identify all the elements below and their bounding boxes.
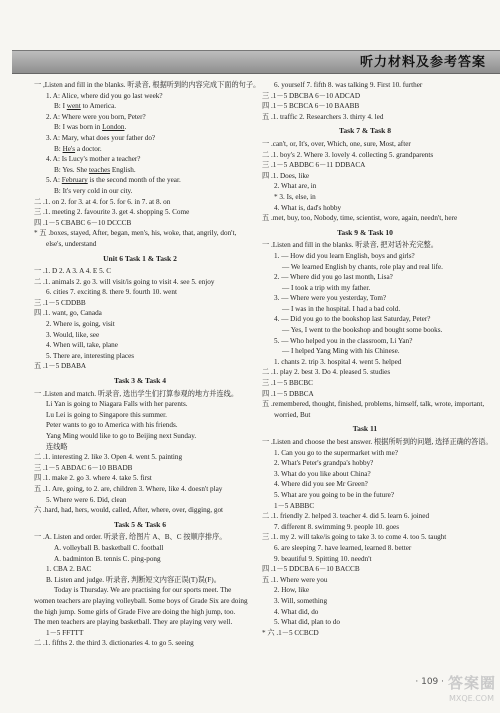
answer-line: 4. Where did you see Mr Green?: [274, 480, 368, 489]
answer-line: [34, 122, 246, 133]
line-text: to America.: [80, 102, 117, 111]
answer-line: 3. Would, like, see: [46, 330, 100, 339]
section-heading: Unit 6 Task 1 & Task 2: [103, 253, 177, 263]
answer-line: * 3. Is, else, in: [274, 192, 316, 201]
page-header: [0, 46, 500, 76]
answer-line: 5. What did, plan to do: [274, 618, 340, 627]
answer-line: * 五 .boxes, stayed, After, began, men's, his, woke, that, angrily, don't,: [34, 229, 237, 238]
line-text: B:: [54, 144, 63, 153]
answer-line: 1. Can you go to the supermarket with me?: [274, 448, 398, 457]
answer-line: 四 .1－5 DDCBA 6－10 BACCB: [262, 565, 360, 574]
answer-line: 9. beautiful 9. Spitting 10. needn't: [274, 554, 372, 563]
answer-line: 7. different 8. swimming 9. people 10. goes: [274, 522, 400, 531]
answer-line: 三 .1－5 BBCBC: [262, 379, 313, 388]
answer-line: 1－5 ABBBC: [274, 501, 315, 510]
answer-line: [34, 101, 246, 112]
answer-line: women teachers are playing volleyball. Some boys of Grade Six are doing: [34, 596, 248, 605]
section-heading: Task 9 & Task 10: [337, 227, 393, 237]
answer-line: 三 .1－5 ABDAC 6－10 BBADB: [34, 463, 133, 472]
answer-line: 4. What is, dad's hobby: [274, 203, 342, 212]
answer-line: 1. CBA 2. BAC: [46, 565, 92, 574]
answer-line: 一 ,Listen and fill in the blanks. 听录音, 根据听到的内容完成下面的句子。: [34, 81, 261, 89]
answer-line: 3. — Where were you yesterday, Tom?: [274, 294, 387, 303]
answer-line: 3. A: Mary, what does your father do?: [46, 133, 156, 142]
answer-line: 2. A: Where were you born, Peter?: [46, 112, 146, 121]
answer-line: worried, But: [274, 410, 311, 419]
answer-line: 五 .1－5 DBABA: [34, 362, 87, 371]
answer-line: 2. What are, in: [274, 182, 317, 191]
answer-line: 三 .1. meeting 2. favourite 3. get 4. shopping 5. Come: [34, 208, 190, 217]
answer-line: 1. A: Alice, where did you go last week?: [46, 91, 163, 100]
answer-line: A. volleyball B. basketball C. football: [54, 543, 164, 552]
answer-line: 2. — Where did you go last month, Lisa?: [274, 273, 393, 282]
answer-line: 五 .1. Where were you: [262, 575, 328, 584]
answer-line: B: It's very cold in our city.: [54, 186, 133, 195]
line-text: a doctor.: [75, 144, 102, 153]
filled-answer: teaches: [88, 165, 111, 174]
answer-line: 2. Where is, going, visit: [46, 320, 115, 329]
page-title: 听力材料及参考答案: [359, 55, 486, 70]
answer-line: 5. Where were 6. Did, clean: [46, 495, 127, 504]
answer-line: 二 .1. fifths 2. the third 3. dictionaries 4. to go 5. seeing: [34, 639, 194, 648]
right-column: [262, 80, 493, 638]
answer-line: — I was in the hospital. I had a bad cold.: [282, 304, 401, 313]
filled-answer: He's: [62, 144, 76, 153]
line-text: 5. A:: [46, 176, 62, 185]
answer-line: 一 .Listen and match. 听录音, 选出学生们打算参观的地方并连线。: [34, 389, 239, 398]
answer-line: 一 .1. D 2. A 3. A 4. E 5. C: [34, 267, 112, 276]
answer-line: 四 .1－5 CBABC 6－10 DCCCB: [34, 218, 132, 227]
answer-line: Peter wants to go to America with his friends.: [46, 421, 178, 430]
answer-line: 1－5 FFTTT: [46, 628, 84, 637]
answer-line: 6. cities 7. exciting 8. there 9. fourth 10. went: [46, 288, 177, 297]
answer-line: 5. What are you going to be in the future?: [274, 490, 395, 499]
answer-line: 五 .met, buy, too, Nobody, time, scientist, wore, again, needn't, here: [262, 214, 458, 223]
line-text: English.: [110, 165, 136, 174]
answer-line: 4. What did, do: [274, 607, 319, 616]
answer-line: 2. How, like: [274, 586, 310, 595]
line-text: B: Yes. She: [54, 165, 89, 174]
answer-line: 二 .1. boy's 2. Where 3. lovely 4. collecting 5. grandparents: [262, 150, 434, 159]
answer-line: 二 .1. play 2. best 3. Do 4. pleased 5. studies: [262, 368, 391, 377]
answer-line: 4. A: Is Lucy's mother a teacher?: [46, 155, 141, 164]
page-number: · 109 ·: [415, 677, 444, 687]
answer-line: the high jump. Some girls of Grade Five are doing the high jump, too.: [34, 607, 236, 616]
answer-line: 6. yourself 7. fifth 8. was talking 9. First 10. further: [274, 81, 423, 89]
answer-line: — Yes, I went to the bookshop and bought some books.: [282, 326, 443, 335]
answer-line: 2. What's Peter's grandpa's hobby?: [274, 459, 374, 468]
answer-line: 三 .1－5 CDDBB: [34, 298, 86, 307]
line-text: B: I: [54, 102, 67, 111]
watermark-logo: 答案圈: [447, 674, 496, 692]
answer-line: 1. chants 2. trip 3. hospital 4. went 5. helped: [274, 357, 402, 366]
answer-line: 六 .hard, had, hers, would, called, After, where, over, digging, got: [34, 506, 224, 515]
answer-line: [34, 165, 246, 176]
answer-line: 四 .1－5 DBBCA: [262, 389, 314, 398]
answer-line: B. Listen and judge. 听录音, 判断短文内容正误(T)误(F)。: [46, 575, 221, 584]
answer-line: Lu Lei is going to Singapore this summer.: [46, 410, 167, 419]
answer-line: Today is Thursday. We are practising for our sports meet. The: [54, 586, 232, 595]
line-text: B: I was born in: [54, 123, 103, 132]
answer-line: [34, 144, 246, 155]
filled-answer: February: [61, 176, 88, 185]
answer-line: 一 .can't, or, It's, over, Which, one, sure, Most, after: [262, 139, 411, 148]
answer-line: 三 .1－5 ABDBC 6－11 DDBACA: [262, 161, 366, 170]
answer-line: 一 .Listen and choose the best answer. 根据所听到的问题, 选择正确的答语。: [262, 438, 493, 446]
answer-line: Yang Ming would like to go to Beijing next Sunday.: [46, 432, 197, 440]
answer-line: * 六 .1－5 CCBCD: [262, 628, 319, 637]
section-heading: Task 7 & Task 8: [338, 126, 392, 136]
answer-line: else's, understand: [46, 239, 97, 248]
answer-line: A. badminton B. tennis C. ping-pong: [54, 554, 161, 563]
answer-line: 五 .remembered, thought, finished, problems, himself, talk, wrote, important,: [262, 400, 485, 409]
answer-line: [34, 175, 246, 186]
answer-line: 四 .1. want, go, Canada: [34, 309, 102, 318]
left-column: [34, 80, 261, 649]
answer-line: 二 .1. friendly 2. helped 3. teacher 4. did 5. learn 6. joined: [262, 512, 430, 521]
section-heading: Task 11: [352, 424, 378, 434]
section-heading: Task 5 & Task 6: [113, 519, 167, 529]
answer-line: Li Yan is going to Niagara Falls with her parents.: [46, 400, 188, 409]
answer-line: — I helped Yang Ming with his Chinese.: [282, 347, 400, 356]
filled-answer: London: [102, 123, 125, 132]
answer-line: 五 .1. traffic 2. Researchers 3. thirty 4. led: [262, 112, 384, 121]
answer-line: 1. — How did you learn English, boys and girls?: [274, 251, 415, 260]
answer-line: 四 .1. make 2. go 3. where 4. take 5. first: [34, 474, 152, 483]
answer-line: 4. — Did you go to the bookshop last Saturday, Peter?: [274, 315, 431, 324]
answer-line: 三 .1－5 DBCBA 6－10 ADCAD: [262, 91, 361, 100]
answer-line: 一 .Listen and fill in the blanks. 听录音, 把对话补充完整。: [262, 241, 438, 250]
answer-line: 5. — Who helped you in the classroom, Li Yan?: [274, 336, 413, 345]
answer-line: 三 .1. my 2. will take/is going to take 3. to come 4. too 5. taught: [262, 533, 447, 542]
answer-line: 四 .1－5 BCBCA 6－10 BAABB: [262, 102, 360, 111]
answer-line: 二 .1. animals 2. go 3. will visit/is going to visit 4. see 5. enjoy: [34, 277, 215, 286]
answer-line: — We learned English by chants, role play and real life.: [282, 262, 443, 271]
answer-line: 3. Will, something: [274, 596, 328, 605]
answer-line: 二 .1. on 2. for 3. at 4. for 5. for 6. in 7. at 8. on: [34, 197, 171, 206]
answer-line: 五 .1. Are, going, to 2. are, children 3. Where, like 4. doesn't play: [34, 484, 223, 493]
answer-line: 四 .1. Does, like: [262, 171, 310, 180]
section-heading: Task 3 & Task 4: [113, 376, 167, 386]
line-text: .: [124, 123, 127, 132]
answer-line: 5. There are, interesting places: [46, 351, 135, 360]
answer-line: 3. What do you like about China?: [274, 469, 371, 478]
answer-line: The men teachers are playing basketball. They are playing very well.: [34, 618, 233, 627]
watermark-url: MXQE.COM: [448, 694, 494, 703]
filled-answer: went: [66, 102, 81, 111]
line-text: is the second month of the year.: [87, 176, 181, 185]
answer-line: 4. When will, take, plane: [46, 341, 118, 350]
answer-line: 连线略: [46, 442, 68, 451]
answer-line: — I took a trip with my father.: [282, 283, 371, 292]
answer-line: 一 .A. Listen and order. 听录音, 给图片 A、B、C 按顺序排序。: [34, 533, 227, 542]
answer-line: 6. are sleeping 7. have learned, learned 8. better: [274, 543, 412, 552]
answer-line: 二 .1. interesting 2. like 3. Open 4. went 5. painting: [34, 453, 183, 462]
